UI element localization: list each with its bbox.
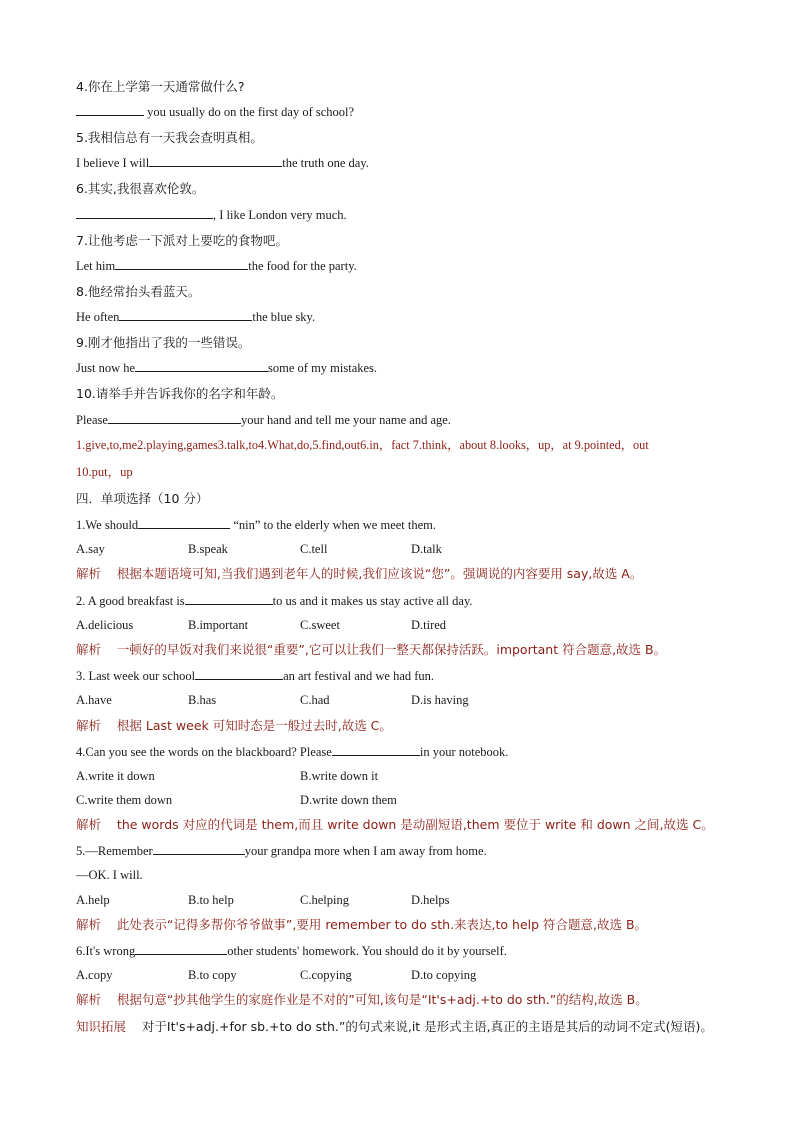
mc-analysis-2: 解析 一顿好的早饭对我们来说很“重要”,它可以让我们一整天都保持活跃。important 符合题意,故选 B。 [76, 642, 667, 657]
question-en-4: you usually do on the first day of school? [76, 104, 354, 120]
option-a[interactable]: A.delicious [76, 618, 134, 632]
answer-blank[interactable] [115, 258, 248, 270]
option-b[interactable]: B.has [188, 693, 217, 707]
option-b[interactable]: B.important [188, 618, 249, 632]
option-c[interactable]: C.had [300, 693, 330, 707]
answer-blank[interactable] [195, 668, 283, 680]
question-cn-6: 6.其实,我很喜欢伦敦。 [76, 181, 205, 196]
answer-blank[interactable] [76, 207, 213, 219]
question-cn-5: 5.我相信总有一天我会查明真相。 [76, 130, 263, 145]
answer-blank[interactable] [108, 412, 241, 424]
answer-key-line-2: 10.put，up [76, 465, 133, 479]
mc-question-6: 6.It's wrong other students' homework. You should do it by yourself. [76, 944, 507, 958]
answer-blank[interactable] [135, 943, 227, 955]
option-a[interactable]: A.say [76, 542, 105, 556]
answer-blank[interactable] [185, 593, 273, 605]
option-d[interactable]: D.write down them [300, 793, 397, 807]
option-a[interactable]: A.write it down [76, 769, 155, 783]
mc-question-1: 1.We should “nin” to the elderly when we meet them. [76, 518, 437, 532]
question-en-10: Please your hand and tell me your name and age. [76, 413, 451, 427]
mc-analysis-4: 解析 the words 对应的代词是 them,而且 write down 是动副短语,them 要位于 write 和 down 之间,故选 C。 [76, 817, 714, 832]
answer-key-line-1: 1.give,to,me2.playing,games3.talk,to4.What,do,5.find,out6.in，fact 7.think，about 8.looks，up，at 9.pointed，out [76, 438, 649, 452]
question-en-8: He often the blue sky. [76, 310, 316, 324]
question-cn-9: 9.刚才他指出了我的一些错误。 [76, 335, 251, 350]
question-cn-8: 8.他经常抬头看蓝天。 [76, 284, 201, 299]
answer-blank[interactable] [332, 744, 420, 756]
answer-blank[interactable] [153, 843, 245, 855]
option-c[interactable]: C.helping [300, 893, 349, 907]
section-title: 四．单项选择（10 分） [76, 491, 209, 506]
question-cn-7: 7.让他考虑一下派对上要吃的食物吧。 [76, 233, 288, 248]
question-cn-10: 10.请举手并告诉我你的名字和年龄。 [76, 386, 284, 401]
option-a[interactable]: A.copy [76, 968, 113, 982]
option-d[interactable]: D.tired [411, 618, 447, 632]
answer-blank[interactable] [149, 155, 282, 167]
option-c[interactable]: C.copying [300, 968, 352, 982]
option-b[interactable]: B.to help [188, 893, 234, 907]
option-b[interactable]: B.to copy [188, 968, 237, 982]
option-d[interactable]: D.helps [411, 893, 450, 907]
mc-question-5-reply: —OK. I will. [76, 868, 143, 882]
option-c[interactable]: C.sweet [300, 618, 340, 632]
answer-blank[interactable] [119, 309, 252, 321]
option-d[interactable]: D.is having [411, 693, 469, 707]
mc-question-3: 3. Last week our school an art festival and we had fun. [76, 669, 435, 683]
answer-blank[interactable] [76, 104, 144, 116]
answer-blank[interactable] [135, 360, 268, 372]
question-cn-4: 4.你在上学第一天通常做什么? [76, 79, 245, 94]
question-en-9: Just now he some of my mistakes. [76, 361, 378, 375]
mc-question-5: 5.—Remember your grandpa more when I am away from home. [76, 844, 487, 858]
option-c[interactable]: C.write them down [76, 793, 173, 807]
question-en-6: , I like London very much. [76, 207, 347, 223]
option-d[interactable]: D.talk [411, 542, 442, 556]
option-b[interactable]: B.write down it [300, 769, 379, 783]
mc-question-2: 2. A good breakfast is to us and it makes us stay active all day. [76, 594, 473, 608]
option-c[interactable]: C.tell [300, 542, 328, 556]
mc-analysis-3: 解析 根据 Last week 可知时态是一般过去时,故选 C。 [76, 718, 392, 733]
option-b[interactable]: B.speak [188, 542, 228, 556]
knowledge-extension: 知识拓展 对于It's+adj.+for sb.+to do sth.”的句式来说,it 是形式主语,真正的主语是其后的动词不定式(短语)。 [76, 1019, 713, 1034]
option-a[interactable]: A.have [76, 693, 112, 707]
mc-question-4: 4.Can you see the words on the blackboard? Please in your notebook. [76, 745, 509, 759]
mc-analysis-6: 解析 根据句意“抄其他学生的家庭作业是不对的”可知,该句是“It's+adj.+to do sth.”的结构,故选 B。 [76, 992, 648, 1007]
question-en-7: Let him the food for the party. [76, 259, 357, 273]
question-en-5: I believe I will the truth one day. [76, 156, 369, 170]
mc-analysis-1: 解析 根据本题语境可知,当我们遇到老年人的时候,我们应该说“您”。强调说的内容要用 say,故选 A。 [76, 566, 643, 581]
option-a[interactable]: A.help [76, 893, 110, 907]
mc-analysis-5: 解析 此处表示“记得多帮你爷爷做事”,要用 remember to do sth.来表达,to help 符合题意,故选 B。 [76, 917, 648, 932]
answer-blank[interactable] [138, 517, 230, 529]
option-d[interactable]: D.to copying [411, 968, 477, 982]
